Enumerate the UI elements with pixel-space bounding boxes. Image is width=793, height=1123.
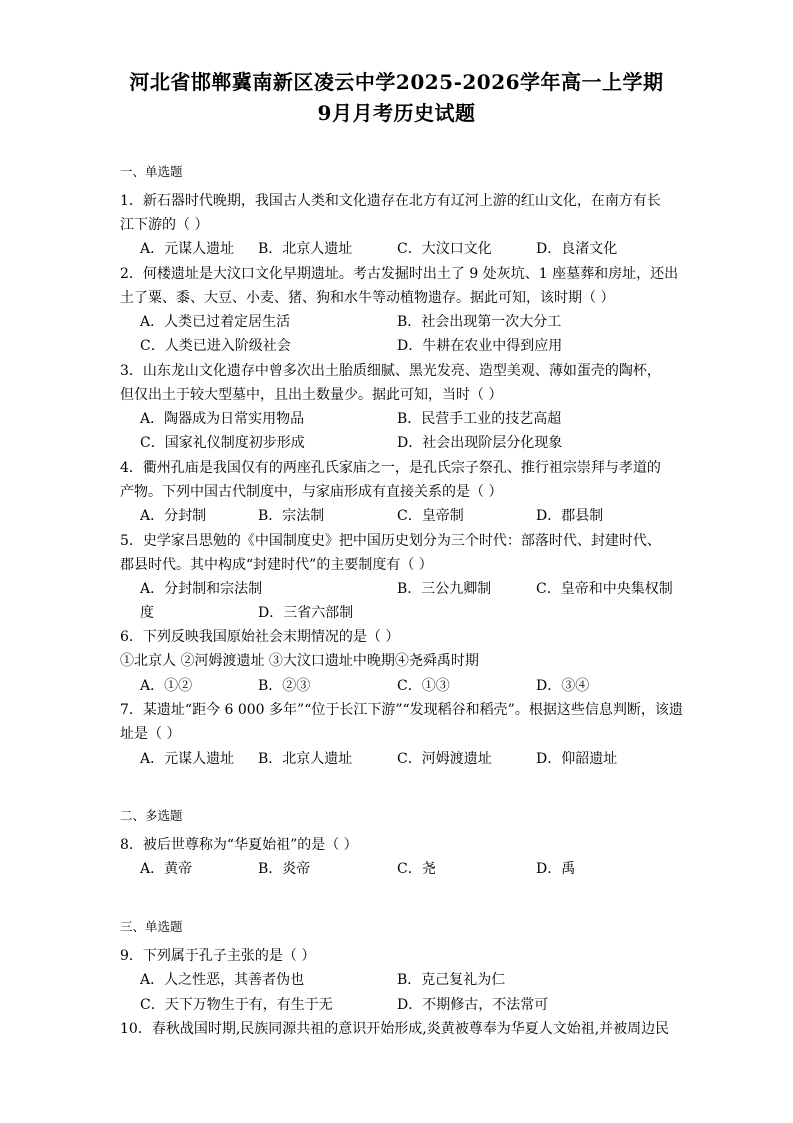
question-3-option-a: A．陶器成为日常实用物品 [140, 411, 305, 427]
question-6-option-c: C．①③ [397, 678, 450, 694]
question-9-option-c: C．天下万物生于有，有生于无 [140, 997, 333, 1013]
question-3-option-b: B．民营手工业的技艺高超 [397, 411, 562, 427]
question-9-option-d: D．不期修古，不法常可 [397, 997, 549, 1013]
section-heading-multiple-choice: 二、多选题 [120, 808, 183, 823]
section-heading-single-choice-2: 三、单选题 [120, 919, 183, 934]
question-2-text-cont: 土了粟、黍、大豆、小麦、猪、狗和水牛等动植物遗存。据此可知，该时期（ ） [120, 290, 615, 306]
question-3-option-d: D．社会出现阶层分化现象 [397, 435, 563, 451]
question-8-option-a: A．黄帝 [140, 861, 193, 877]
question-6-option-b: B．②③ [258, 678, 311, 694]
question-4-option-a: A．分封制 [140, 508, 207, 524]
question-8-option-b: B．炎帝 [258, 861, 311, 877]
question-5-text-cont: 郡县时代。其中构成“封建时代”的主要制度有（ ） [120, 557, 433, 573]
question-5-option-a: A．分封制和宗法制 [140, 581, 263, 597]
question-1-option-c: C．大汶口文化 [397, 241, 492, 257]
question-2-option-c: C．人类已进入阶级社会 [140, 338, 291, 354]
question-3-text: 3．山东龙山文化遗存中曾多次出土胎质细腻、黑光发亮、造型美观、薄如蛋壳的陶杯， [120, 363, 661, 379]
question-9-option-b: B．克己复礼为仁 [397, 972, 506, 988]
question-9-text: 9．下列属于孔子主张的是（ ） [120, 948, 316, 964]
question-6-option-a: A．①② [140, 678, 193, 694]
question-4-text: 4．衢州孔庙是我国仅有的两座孔氏家庙之一，是孔氏宗子祭孔、推行祖宗崇拜与孝道的 [120, 460, 661, 476]
question-7-text-cont: 址是（ ） [120, 726, 181, 742]
question-4-option-d: D．郡县制 [536, 508, 604, 524]
question-5-option-c-cont: 度 [140, 605, 154, 621]
section-heading-single-choice: 一、单选题 [120, 164, 183, 179]
question-2-option-b: B．社会出现第一次大分工 [397, 314, 562, 330]
question-6-items: ①北京人 ②河姆渡遗址 ③大汶口遗址中晚期④尧舜禹时期 [120, 653, 479, 669]
question-2-option-d: D．牛耕在农业中得到应用 [397, 338, 563, 354]
question-9-option-a: A．人之性恶，其善者伪也 [140, 972, 305, 988]
document-title-line2: 9月月考历史试题 [317, 101, 476, 125]
question-6-text: 6．下列反映我国原始社会末期情况的是（ ） [120, 629, 400, 645]
question-1-option-b: B．北京人遗址 [258, 241, 353, 257]
question-10-text: 10．春秋战国时期,民族同源共祖的意识开始形成,炎黄被尊奉为华夏人文始祖,并被周边民 [120, 1021, 670, 1037]
question-6-option-d: D．③④ [536, 678, 590, 694]
question-4-option-c: C．皇帝制 [397, 508, 464, 524]
question-7-option-b: B．北京人遗址 [258, 751, 353, 767]
question-8-option-d: D．禹 [536, 861, 576, 877]
question-7-option-d: D．仰韶遗址 [536, 751, 618, 767]
question-3-text-cont: 但仅出土于较大型墓中，且出土数量少。据此可知，当时（ ） [120, 387, 503, 403]
question-8-text: 8．被后世尊称为“华夏始祖”的是（ ） [120, 837, 358, 853]
question-2-option-a: A．人类已过着定居生活 [140, 314, 291, 330]
question-1-option-a: A．元谋人遗址 [140, 241, 235, 257]
question-8-option-c: C．尧 [397, 861, 436, 877]
question-7-option-c: C．河姆渡遗址 [397, 751, 492, 767]
question-7-text: 7．某遗址“距今 6 000 多年”“位于长江下游”“发现稻谷和稻壳”。根据这些信息判断，该遗 [120, 702, 683, 718]
question-1-option-d: D．良渚文化 [536, 241, 618, 257]
question-5-option-b: B．三公九卿制 [397, 581, 492, 597]
document-title-line1: 河北省邯郸冀南新区凌云中学2025-2026学年高一上学期 [129, 70, 664, 94]
question-5-option-d: D．三省六部制 [258, 605, 354, 621]
question-5-text: 5．史学家吕思勉的《中国制度史》把中国历史划分为三个时代：部落时代、封建时代、 [120, 533, 661, 549]
question-1-text: 1．新石器时代晚期，我国古人类和文化遗存在北方有辽河上游的红山文化，在南方有长 [120, 193, 661, 209]
question-4-option-b: B．宗法制 [258, 508, 325, 524]
question-5-option-c: C．皇帝和中央集权制 [536, 581, 673, 597]
question-7-option-a: A．元谋人遗址 [140, 751, 235, 767]
question-1-text-cont: 江下游的（ ） [120, 217, 209, 233]
question-2-text: 2．何楼遗址是大汶口文化早期遗址。考古发掘时出土了 9 处灰坑、1 座墓葬和房址，还出 [120, 266, 679, 282]
question-4-text-cont: 产物。下列中国古代制度中，与家庙形成有直接关系的是（ ） [120, 484, 503, 500]
question-3-option-c: C．国家礼仪制度初步形成 [140, 435, 305, 451]
